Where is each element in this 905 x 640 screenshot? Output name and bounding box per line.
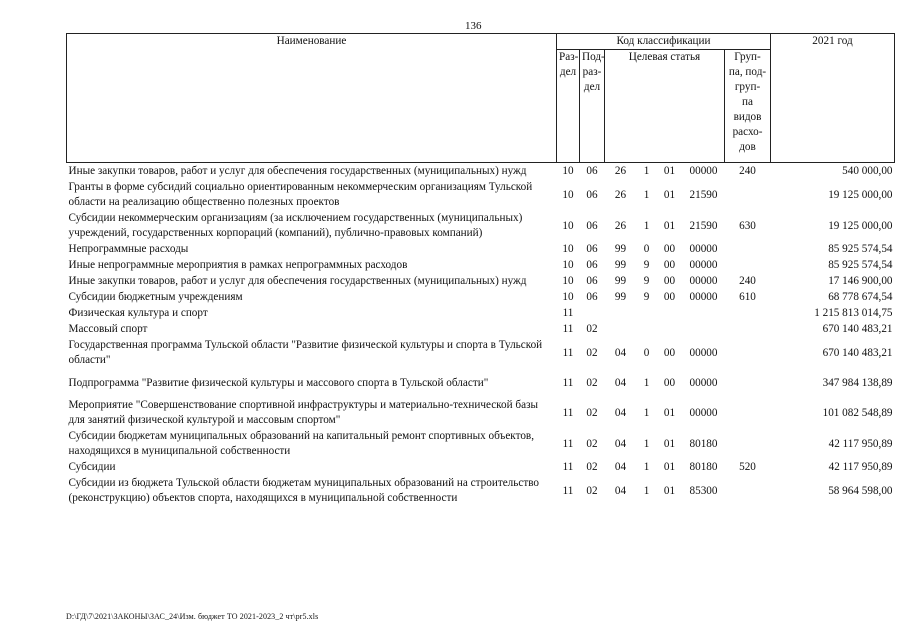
row-amount: 670 140 483,21	[822, 323, 893, 335]
row-name: Гранты в форме субсидий социально ориентированным некоммерческим организациям Тульской области на реализацию общественно полезных проектов	[68, 181, 533, 208]
row-expense-group	[725, 397, 771, 428]
row-amount: 85 925 574,54	[828, 259, 893, 271]
row-expense-group: 240	[739, 275, 756, 287]
row-amount: 58 964 598,00	[828, 484, 893, 497]
row-target-subprogram: 1	[643, 437, 650, 450]
row-target-direction: 00000	[689, 406, 718, 419]
header-row-1	[67, 34, 895, 50]
row-target-program: 04	[614, 484, 627, 497]
row-subsection: 02	[586, 461, 598, 473]
row-name: Физическая культура и спорт	[68, 307, 208, 319]
row-amount: 42 117 950,89	[828, 437, 893, 450]
row-target-subprogram: 1	[643, 376, 650, 389]
row-target-subprogram: 1	[643, 484, 650, 497]
row-target-program: 99	[614, 291, 627, 303]
budget-table	[66, 33, 895, 506]
row-amount: 42 117 950,89	[828, 461, 893, 473]
row-expense-group	[725, 241, 771, 257]
row-amount: 1 215 813 014,75	[814, 307, 893, 319]
row-name: Субсидии из бюджета Тульской области бюджетам муниципальных образований на строительство (реконструкцию) объектов спорта, находящихся в муниципальной собственности	[68, 477, 540, 504]
row-subsection: 02	[586, 484, 598, 497]
row-subsection: 06	[586, 275, 598, 287]
row-target-direction: 00000	[689, 259, 718, 271]
row-amount: 540 000,00	[842, 165, 893, 177]
header-subsection: Под- раз- дел	[580, 50, 605, 163]
row-subsection: 02	[586, 406, 598, 419]
row-target-subprogram: 1	[643, 406, 650, 419]
row-target-event: 01	[663, 165, 676, 177]
header-year: 2021 год	[771, 34, 895, 163]
row-target-subprogram: 1	[643, 461, 650, 473]
header-name: Наименование	[67, 34, 557, 163]
row-target-event: 00	[663, 291, 676, 303]
row-expense-group	[725, 337, 771, 368]
row-target-program: 99	[614, 275, 627, 287]
row-target-program: 04	[614, 437, 627, 450]
row-target-program	[605, 321, 637, 337]
row-target-event: 00	[663, 376, 676, 389]
row-name: Иные закупки товаров, работ и услуг для обеспечения государственных (муниципальных) нужд	[68, 275, 527, 287]
row-section: 11	[562, 437, 574, 450]
row-section: 11	[562, 406, 574, 419]
table-row	[67, 337, 895, 368]
row-amount: 19 125 000,00	[828, 219, 893, 232]
row-target-direction: 21590	[689, 188, 718, 201]
row-amount: 101 082 548,89	[822, 406, 893, 419]
row-name: Иные закупки товаров, работ и услуг для обеспечения государственных (муниципальных) нужд	[68, 165, 527, 177]
row-target-direction: 21590	[689, 219, 718, 232]
row-expense-group: 240	[739, 165, 756, 177]
row-target-direction: 00000	[689, 165, 718, 177]
header-expense-group: Груп- па, под- груп- па видов расхо- дов	[725, 50, 771, 163]
row-target-program: 26	[614, 219, 627, 232]
row-target-direction: 00000	[689, 275, 718, 287]
table-row	[67, 273, 895, 289]
row-amount: 347 984 138,89	[822, 376, 893, 389]
row-target-event: 00	[663, 346, 676, 359]
row-target-program: 04	[614, 406, 627, 419]
header-classification: Код классификации	[557, 34, 771, 50]
row-subsection: 06	[586, 188, 598, 201]
row-target-direction: 85300	[689, 484, 718, 497]
row-target-direction	[683, 321, 725, 337]
row-section: 11	[562, 346, 574, 359]
row-target-program: 99	[614, 259, 627, 271]
row-target-direction: 00000	[689, 376, 718, 389]
row-subsection: 06	[586, 291, 598, 303]
table-row	[67, 163, 895, 180]
header-target-article: Целевая статья	[605, 50, 725, 163]
row-section: 11	[562, 484, 574, 497]
row-target-subprogram: 9	[643, 291, 650, 303]
row-target-event: 01	[663, 188, 676, 201]
row-target-event: 00	[663, 259, 676, 271]
row-section: 10	[562, 259, 574, 271]
row-expense-group	[725, 428, 771, 459]
row-subsection: 06	[586, 219, 598, 232]
row-section: 11	[562, 307, 574, 319]
row-subsection: 02	[586, 323, 598, 335]
row-section: 11	[562, 376, 574, 389]
row-name: Непрограммные расходы	[68, 243, 189, 255]
row-target-subprogram: 9	[643, 275, 650, 287]
row-section: 11	[562, 461, 574, 473]
row-section: 11	[562, 323, 574, 335]
row-expense-group: 630	[739, 219, 756, 232]
row-name: Массовый спорт	[68, 323, 148, 335]
row-name: Иные непрограммные мероприятия в рамках непрограммных расходов	[68, 259, 408, 271]
table-row	[67, 368, 895, 397]
row-subsection: 06	[586, 165, 598, 177]
row-subsection: 02	[586, 376, 598, 389]
row-target-event: 01	[663, 484, 676, 497]
row-target-subprogram: 0	[643, 243, 650, 255]
table-row	[67, 289, 895, 305]
row-target-event: 00	[663, 243, 676, 255]
row-section: 10	[562, 243, 574, 255]
row-target-program: 04	[614, 346, 627, 359]
table-row	[67, 475, 895, 506]
row-expense-group: 610	[739, 291, 756, 303]
row-expense-group	[725, 321, 771, 337]
row-amount: 85 925 574,54	[828, 243, 893, 255]
row-target-subprogram	[637, 305, 657, 321]
table-row	[67, 428, 895, 459]
row-section: 10	[562, 188, 574, 201]
table-row	[67, 210, 895, 241]
row-target-direction: 80180	[689, 437, 718, 450]
row-amount: 68 778 674,54	[828, 291, 893, 303]
row-subsection: 06	[586, 243, 598, 255]
row-expense-group	[725, 475, 771, 506]
row-target-subprogram: 1	[643, 219, 650, 232]
row-target-direction	[683, 305, 725, 321]
table-row	[67, 305, 895, 321]
row-amount: 17 146 900,00	[828, 275, 893, 287]
row-target-program: 99	[614, 243, 627, 255]
row-expense-group	[725, 179, 771, 210]
table-row	[67, 241, 895, 257]
row-target-direction: 00000	[689, 291, 718, 303]
row-subsection: 06	[586, 259, 598, 271]
row-subsection	[580, 305, 605, 321]
row-subsection: 02	[586, 437, 598, 450]
row-target-event	[657, 321, 683, 337]
row-target-event: 00	[663, 275, 676, 287]
row-name: Субсидии	[68, 461, 116, 473]
row-expense-group	[725, 257, 771, 273]
row-target-event: 01	[663, 219, 676, 232]
row-expense-group: 520	[739, 461, 756, 473]
row-target-event: 01	[663, 437, 676, 450]
row-target-event	[657, 305, 683, 321]
row-section: 10	[562, 275, 574, 287]
row-target-event: 01	[663, 406, 676, 419]
table-row	[67, 397, 895, 428]
row-subsection: 02	[586, 346, 598, 359]
header-section: Раз- дел	[557, 50, 580, 163]
footer-file-path: D:\ГД\7\2021\ЗАКОНЫ\ЗАС_24\Изм. бюджет ТО 2021-2023_2 чт\pr5.xls	[66, 612, 319, 621]
row-target-direction: 00000	[689, 346, 718, 359]
row-target-direction: 00000	[689, 243, 718, 255]
row-expense-group	[725, 368, 771, 397]
page-number: 136	[465, 20, 482, 32]
table-row	[67, 459, 895, 475]
row-target-program: 26	[614, 165, 627, 177]
row-target-subprogram: 9	[643, 259, 650, 271]
table-row	[67, 179, 895, 210]
row-name: Государственная программа Тульской области "Развитие физической культуры и спорта в Тульской области"	[68, 339, 543, 366]
row-section: 10	[562, 291, 574, 303]
row-target-program: 26	[614, 188, 627, 201]
row-amount: 670 140 483,21	[822, 346, 893, 359]
row-target-program: 04	[614, 376, 627, 389]
row-name: Подпрограмма "Развитие физической культуры и массового спорта в Тульской области"	[68, 376, 489, 389]
row-target-subprogram: 0	[643, 346, 650, 359]
row-name: Субсидии некоммерческим организациям (за исключением государственных (муниципальных) учреждений, государственных корпораций (компаний), публично-правовых компаний)	[68, 212, 523, 239]
row-target-program	[605, 305, 637, 321]
row-target-subprogram: 1	[643, 188, 650, 201]
row-section: 10	[562, 219, 574, 232]
row-name: Субсидии бюджетным учреждениям	[68, 291, 243, 303]
row-amount: 19 125 000,00	[828, 188, 893, 201]
table-body	[67, 163, 895, 507]
row-name: Субсидии бюджетам муниципальных образований на капитальный ремонт спортивных объектов, находящихся в муниципальной собственности	[68, 430, 535, 457]
row-target-subprogram: 1	[643, 165, 650, 177]
row-target-event: 01	[663, 461, 676, 473]
row-expense-group	[725, 305, 771, 321]
row-target-subprogram	[637, 321, 657, 337]
row-target-program: 04	[614, 461, 627, 473]
row-target-direction: 80180	[689, 461, 718, 473]
table-row	[67, 257, 895, 273]
row-section: 10	[562, 165, 574, 177]
table-row	[67, 321, 895, 337]
row-name: Мероприятие "Совершенствование спортивной инфраструктуры и материально-технической базы для занятий физической культурой и массовым спортом"	[68, 399, 539, 426]
